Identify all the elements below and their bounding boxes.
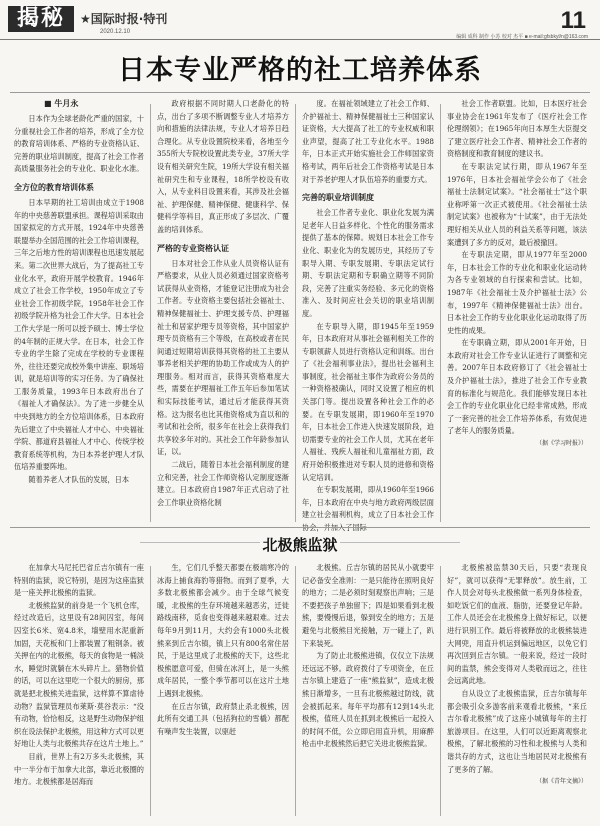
article-column-2: [157, 98, 289, 524]
paragraph: 在加拿大马尼托巴省丘吉尔镇有一座特别的监狱，说它特别，是因为这座监狱是一座关押北极熊的监狱。: [14, 563, 144, 598]
paragraph: 度。在福祉领域建立了社会工作师、介护福祉士、精神保健福祉士三种国家认证资格，大大提高了社工的专业权威和职业声望，提高了社工专业化水平。1988年，日本正式开始实施社会工作师国家资格考试，两年后社会工作资格考试是日本对于养老护理人才队伍培养的重要方式。: [302, 99, 434, 184]
headline-rule: [10, 92, 590, 93]
column-divider: [440, 566, 441, 816]
paragraph: 社会工作者联盟。比如，日本医疗社会事业协会在1961年发布了《医疗社会工作伦理纲领》；在1965年向日本厚生大臣提交了建立医疗社会工作者、精神社会工作者的资格制度和教育制度的建议书。: [447, 99, 587, 159]
paragraph: 自从设立了北极熊监狱，丘吉尔镇每年都会吸引众多游客前来观看北极熊，“来丘吉尔看北极熊”成了这座小城镇每年的主打旅游项目。在这里，人们可以近距离观察北极熊，了解北极熊的习性和北极熊与人类和谐共存的方式，这也让当地居民对北极熊有了更多的了解。: [447, 688, 587, 774]
paragraph: 北极熊。丘吉尔镇的居民从小就要牢记必备安全准则：一是只能待在照明良好的地方；二是必须时刻观察出声响；三是不要把孩子单独留下；四是如果看到北极熊，要慢慢后退，躲到安全的地方；五是避免与北极熊目光接触，万一碰上了，趴下来装死。: [302, 563, 434, 648]
article2-column-4: [447, 562, 587, 818]
paragraph: 二战后，随着日本社会福利制度的建立和完善，社会工作师资格认定制度逐渐建立。日本政府自1987年正式启动了社会工作职业资格化制: [157, 460, 289, 507]
article-separator: [10, 527, 590, 528]
article2-column-1: [14, 562, 144, 818]
source-credit: （据《学习时报》）: [535, 440, 587, 448]
paragraph: 日本对社会工作从业人员资格认证有严格要求，从业人员必须通过国家资格考试获得从业资格，才能登记注册成为社会工作者。专业资格主要包括社会福祉士、精神保健福祉士、护理支援专员、护理福祉士和居家护理专员等资格，其中国家护理专员资格有三个等级，在高校或者在民间通过短期培训获得其资格的社工主要从事养老相关护理的协助工作或成为人的护理服务。相对而言，获得其资格难度大些，需要在护理福祉工作五年后参加笔试和实际技能考试，通过后才能获得其资格。这为报名也比其他资格成为直以和的考试和社会所，很多年在社会上获得我们共享较多年对的。其社会工作年龄参加认证，以。: [157, 258, 289, 457]
section-logo: 揭秘: [8, 6, 74, 32]
section-name: ★国际时报·特刊: [80, 12, 168, 26]
article2-headline: 北极熊监狱: [262, 536, 338, 554]
subheading: 全方位的教育培训体系: [14, 182, 94, 192]
page-header: [0, 2, 600, 40]
paragraph: 生，它们几乎整天都要在极端寒冷的冰海上捕食海豹等猎物。而到了夏季，大多数北极熊都会减少。由于全球气候变暖，北极熊的生存环境越来越恶劣，迁徙路线南移，觅食也变得越来越艰难。过去每年9月到11月，大约会有1000头北极熊来到丘吉尔镇，镇上只有800名常住居民，于是这里成了北极熊的天下，这些北极熊愿意可爱，但骑在冰河上，是一头熊成年居民，一整个季节都可以在这片土地上遇到北极熊。: [157, 563, 289, 698]
paragraph: 日本早期的社工培训由成立于1908年的中央慈善联盟承担。课程培训采取由国家拟定的方式开展，1924年中央慈善联盟举办全国范围的社会工作培训课程，三年之后地方性的培训课程也迅速发展起来。第二次世界大战后，为了提高社工专业化水平，政府开展学校教育。1946年成立了社会工作学校，1950年成立了专业社会工作初级学院，1958年社会工作初级学院升格为社会工作大学。日本社会工作大学是一所可以授予硕士、博士学位的4年制的正规大学。在日本，社会工作专业的学生除了完成在学校的专业课程外，往往还要完成校外集中讲座、职场培训，就是培训等的实习任务。为了确保社工服务质量，1993年日本政府出台了《福祉人才确保法》。为了进一步健全从中央到地方的全方位培训体系，日本政府先后建立了中央福祉人才中心、中央福祉学院、都道府县福祉人才中心、传统学校教育系统等机构，为日本养老护理人才队伍培养重要阵地。: [14, 197, 144, 472]
paragraph: 目前，世界上有2万多头北极熊，其中一半分布于加拿大北部，靠近北极圈的地方。北极熊都是居海而: [14, 751, 144, 787]
paragraph: 北极熊被监禁30天后，只要“表现良好”，就可以获得“无罪释放”。放生前，工作人员会对每头北极熊做一系列身体检查，如吃饭它们的血液、脂肪，还要登记年龄。工作人员还会在北极熊身上做好标记，以便进行识别工作。最后将被释放的北极熊装进大网兜，用直升机运到偏远地区，以免它们再次回到丘吉尔镇。一般来说，经过一段时间的监禁，熊会变得对人类敬而远之，往往会远离此地。: [447, 563, 587, 686]
editor-info: 编辑 成科 制作 小苏 校对 杰平 ■ e-mail:gfsbkyl/n@163.com: [456, 34, 588, 40]
paragraph: 北极熊监狱的前身是一个飞机仓库，经过改造后，这里设有28间囚室，每间囚室长6米、宽4.8米，墙壁用水泥重新加固，天花板和门上都装置了粗钢条。被关押在内的北极熊，每天的食物是一桶淡水，睡觉时就躺在木头碎片上。猎物价值的话，可以在这里吃一个很大的厨房，那就是把北极熊关进监狱，这样算不算虐待动物？监狱管理员布莱斯·莫谷表示：“没有动物，恰恰相反，这是野生动物保护组织在设法保护北极熊，用这种方式可以更好地让人类与北极熊共存在这片土地上。”: [14, 600, 144, 749]
column-divider: [295, 566, 296, 816]
article-headline: 日本专业严格的社工培养体系: [118, 55, 482, 86]
subheading: 严格的专业资格认证: [157, 243, 229, 253]
column-divider: [150, 566, 151, 816]
paragraph: 日本作为全球老龄化严重的国家，十分重视社会工作者的培养，形成了全方位的教育培训体系、严格的专业资格认证、完善的职业培训制度，提高了社会工作者高质量服务社会的专业化、职业化水准。: [14, 114, 144, 174]
source-credit: （据《青年文摘》）: [535, 778, 587, 786]
author-byline: ■ 牛月永: [44, 99, 79, 108]
paragraph: 在专职发展期，即从1960年至1966年，日本政府在中央与地方政府两级层面建立社会福利机构，成立了日本社会工作: [302, 485, 434, 520]
paragraph: 在专职法定期，即从1977年至2000年，日本社会工作的专业化和职业化运动转为各专业领域的自行探索和尝试。比如，1987年《社会福祉士及介护福祉士法》公布，1997年《精神保健福祉士法》出台。日本社会工作的专业化职业化运动取得了历史性的成果。: [447, 250, 587, 335]
page-number: 11: [560, 7, 586, 34]
paragraph: 社会工作者专业化、职业化发展为满足老年人日益多样化、个性化的服务需求提供了基本的保障。规划日本社会工作专业化、职业化为的发展历史，其经历了专职导入期、专职发展期、专职法定试行期、专职法定期和专职确立期等不同阶段，完善了注重实务经验、多元化的资格准入、及时间应社会关切的职业培训制度。: [302, 208, 434, 318]
paragraph: 随着养老人才队伍的发展，日本: [28, 475, 130, 485]
column-divider: [440, 104, 441, 522]
subheading: 完善的职业培训制度: [302, 193, 374, 203]
paragraph: 在专职导入期，即1945年至1959年，日本政府对从事社会福利相关工作的专职领薪人员进行资格认定和训练。出台了《社会福利事业法》，提出社会福利主事制度，社会福祉主事作为政府公务员的一种资格被确认，同时又设置了相应的机关部门等。提出设置各种社会工作的必要。在专职发展期，即1960年至1970年，日本社会工作进入快速发展阶段，迫切需要专业的社会工作人员，尤其在老年人福祉、残疾人福祉和儿童福祉方面，政府开始积极推进对专职人员的进修和资格认定培训。: [302, 321, 434, 482]
article-column-3: [302, 98, 434, 524]
article2-column-2: [157, 562, 289, 818]
paragraph: 政府根据不同时期人口老龄化的特点，出台了多项不断调整专业人才培养方向和措施的法律法规，专业人才培养日趋合理化。从专业设置院校来看，各地至今355所大专院校设置此类专业，37所大学设有相关研究生院，19所大学设有相关福祉研究生和专业课程，18所学校设有收入，从专业科目设置来看，其涉及社会福祉、护理保健、精神保健、健康科学、保健科学等科目，真正形成了多层次、广覆盖的培训体系。: [157, 99, 289, 234]
issue-date: 2020.12.10: [100, 29, 131, 35]
paragraph: 为了防止北极熊进镇，仅仅立下法规还远远不够。政府拨付了专项资金，在丘吉尔镇上建造了一座“熊监狱”，造成北极熊日渐增多，一旦有北极熊越过防线，就会被抓起来。每年平均都有12到14头北极熊，值班人员在抓到北极熊后一起投入的时间不低，公立即启用直升机，用麻醉枪击中北极熊然后把它关进北极熊监狱。: [302, 651, 434, 749]
article-column-4: [447, 98, 587, 524]
article2-column-3: [302, 562, 434, 818]
column-divider: [150, 104, 151, 522]
paragraph: 在专职法定试行期，即从1967年至1976年，日本社会福祉学会公布了《社会福祉士法制定试案》。“社会福祉士”这个职业称呼第一次正式被使用。《社会福祉士法制定试案》也被称为“十试案”，由于无法处理好相关从业人员的利益关系等问题，该法案遭到了多方的反对，最后被撤回。: [447, 161, 587, 247]
article-column-1: [14, 98, 144, 524]
paragraph: 在丘吉尔镇，政府禁止杀北极熊，因此所有交通工具（包括狗拉的雪橇）都配有噪声发生装置，以驱赶: [157, 701, 289, 736]
paragraph: 在专职确立期，即从2001年开始，日本政府对社会工作专业认证进行了调整和完善。2007年日本政府修订了《社会福祉士及介护福祉士法》，推进了社会工作专业教育的标准化与规范化。我们能够发现日本社会工作的专业化职业化已经非常成熟，形成了一套完善的社会工作培养体系，有效促进了老年人的服务质量。: [447, 338, 587, 436]
column-divider: [295, 104, 296, 522]
